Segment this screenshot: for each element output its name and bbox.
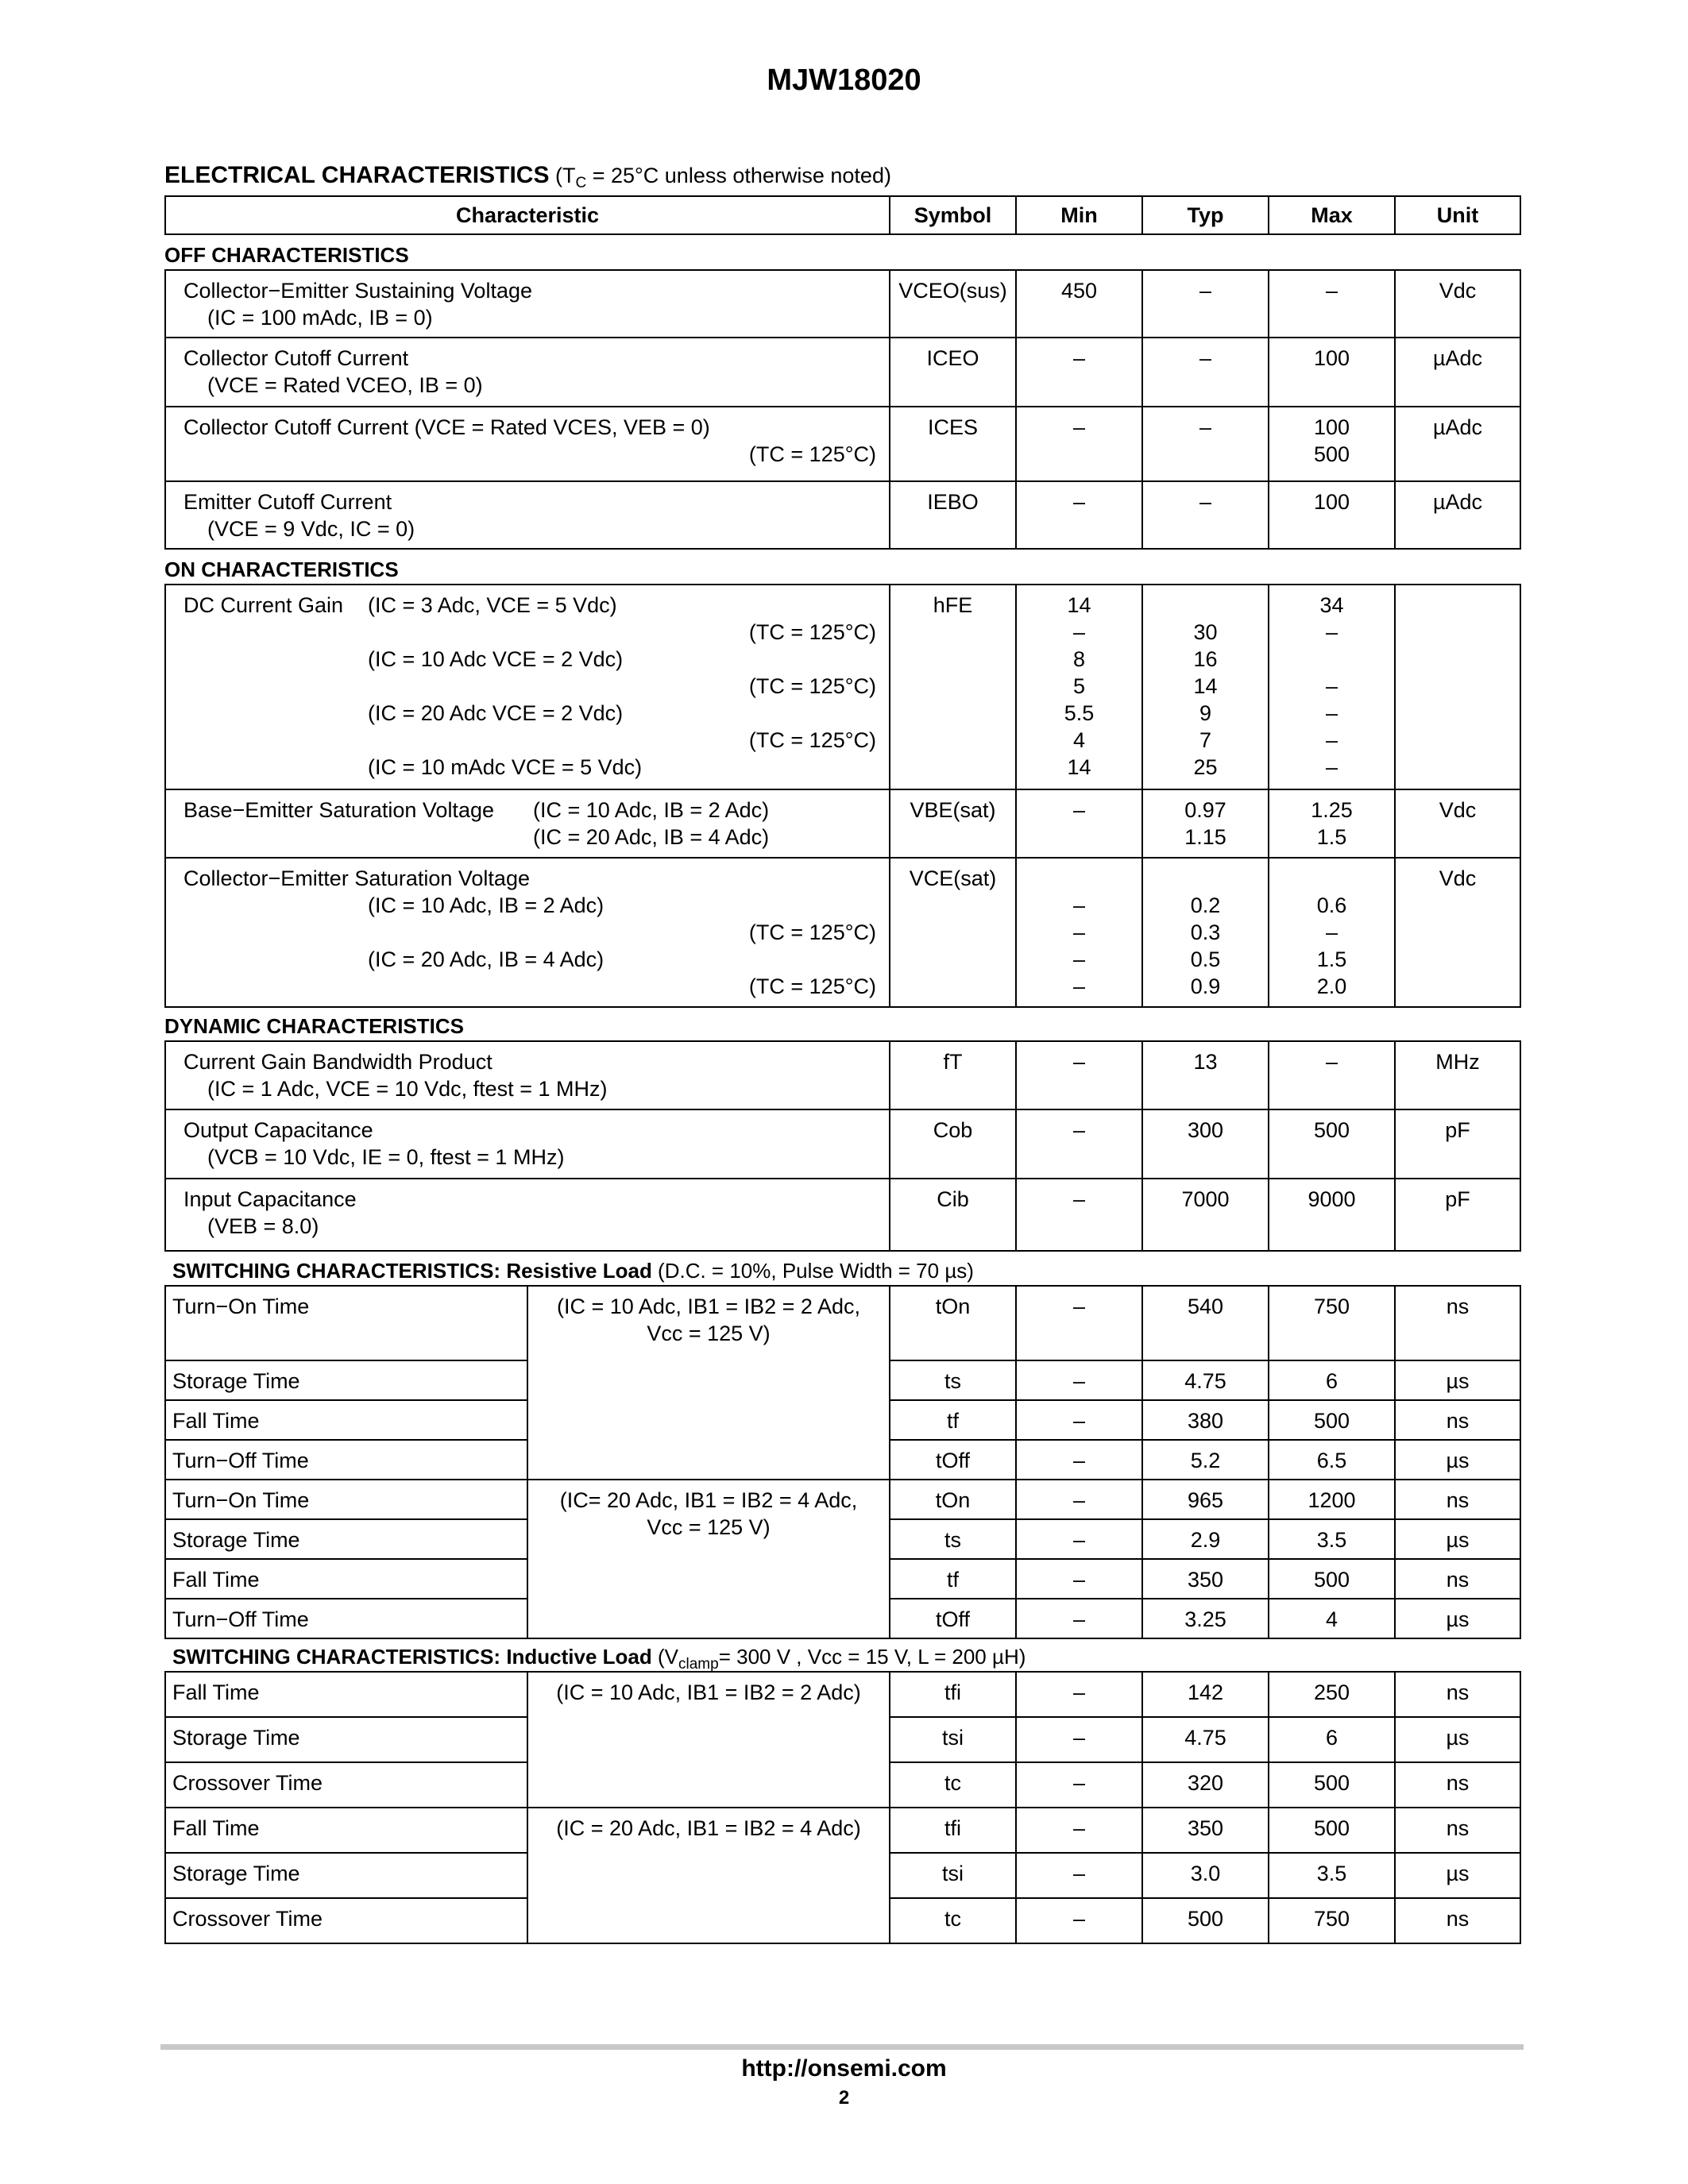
- min-cell: –: [1016, 1808, 1142, 1853]
- unit-cell: pF: [1395, 1179, 1520, 1251]
- min-cell: [1016, 585, 1142, 789]
- typ-value: 0.97: [1184, 798, 1226, 822]
- max-cell: 250: [1269, 1672, 1395, 1717]
- min-cell: –: [1016, 1400, 1142, 1440]
- unit-cell: ns: [1395, 1762, 1520, 1808]
- section-switching-resistive: [172, 1259, 974, 1283]
- test-condition: [527, 1480, 890, 1638]
- switching-resistive-table: [164, 1285, 1521, 1639]
- max-cell: 6: [1269, 1360, 1395, 1400]
- col-min: Min: [1016, 196, 1142, 234]
- unit-cell: µs: [1395, 1519, 1520, 1559]
- min-cell: –: [1016, 1717, 1142, 1762]
- typ-value: 30: [1193, 620, 1218, 644]
- page-title: MJW18020: [767, 64, 921, 97]
- header-row: [165, 196, 1520, 234]
- footer-divider: [160, 2044, 1524, 2050]
- typ-cell: –: [1142, 407, 1269, 481]
- unit-cell: ns: [1395, 1286, 1520, 1360]
- char-label: Storage Time: [165, 1519, 527, 1559]
- max-cell: 500: [1269, 1400, 1395, 1440]
- table-row: [165, 407, 1520, 481]
- symbol-cell: tf: [890, 1400, 1016, 1440]
- symbol-cell: tc: [890, 1898, 1016, 1943]
- unit-cell: [1395, 585, 1520, 789]
- char-label: DC Current Gain: [183, 593, 344, 617]
- typ-cell: 540: [1142, 1286, 1269, 1360]
- unit-cell: Vdc: [1395, 858, 1520, 1007]
- symbol-cell: Cob: [890, 1109, 1016, 1179]
- max-cell: 500: [1269, 1559, 1395, 1599]
- max-value: –: [1325, 728, 1338, 752]
- unit-cell: ns: [1395, 1898, 1520, 1943]
- typ-cell: 350: [1142, 1808, 1269, 1853]
- table-row: [165, 1109, 1520, 1179]
- max-cell: 100: [1269, 481, 1395, 549]
- min-value: 4: [1072, 728, 1086, 752]
- min-cell: –: [1016, 1559, 1142, 1599]
- symbol-cell: tOn: [890, 1286, 1016, 1360]
- max-cell: 1200: [1269, 1480, 1395, 1519]
- dynamic-table: [164, 1040, 1521, 1252]
- char-label: Current Gain Bandwidth Product: [183, 1050, 492, 1074]
- char-cond: (IC = 10 Adc VCE = 2 Vdc): [368, 647, 624, 671]
- char-label: Collector Cutoff Current (VCE = Rated VCES, VEB = 0): [183, 415, 710, 439]
- max-cell: 9000: [1269, 1179, 1395, 1251]
- typ-cell: 7000: [1142, 1179, 1269, 1251]
- min-value: 14: [1067, 593, 1091, 617]
- unit-cell: ns: [1395, 1400, 1520, 1440]
- typ-cell: 300: [1142, 1109, 1269, 1179]
- section-dynamic: DYNAMIC CHARACTERISTICS: [164, 1014, 464, 1038]
- min-cell: –: [1016, 1109, 1142, 1179]
- typ-value: 0.5: [1190, 947, 1221, 971]
- symbol-cell: VBE(sat): [890, 789, 1016, 858]
- char-cond: (TC = 125°C): [748, 442, 876, 466]
- max-cell: [1269, 585, 1395, 789]
- typ-value: 0.3: [1190, 920, 1221, 944]
- min-cell: –: [1016, 1360, 1142, 1400]
- switching-inductive-table: [164, 1671, 1521, 1944]
- max-value: [1269, 646, 1394, 673]
- max-cell: 100: [1269, 338, 1395, 407]
- max-cell: 6: [1269, 1717, 1395, 1762]
- char-cond: (IC = 1 Adc, VCE = 10 Vdc, ftest = 1 MHz): [207, 1077, 608, 1101]
- min-cell: –: [1016, 1599, 1142, 1638]
- col-characteristic: Characteristic: [165, 196, 890, 234]
- char-cond: (VEB = 8.0): [207, 1214, 319, 1238]
- min-value: 8: [1072, 647, 1086, 671]
- max-value: –: [1325, 701, 1338, 725]
- on-table: [164, 584, 1521, 1008]
- table-row: [165, 1672, 1520, 1717]
- symbol-cell: tfi: [890, 1672, 1016, 1717]
- min-value: –: [1072, 893, 1086, 917]
- min-cell: –: [1016, 407, 1142, 481]
- char-label: Input Capacitance: [183, 1187, 357, 1211]
- char-label: Storage Time: [165, 1360, 527, 1400]
- heading-condition-prefix: (T: [549, 164, 576, 187]
- table-row: [165, 789, 1520, 858]
- table-row: [165, 481, 1520, 549]
- heading-title: ELECTRICAL CHARACTERISTICS: [164, 162, 550, 188]
- char-label: Fall Time: [165, 1808, 527, 1853]
- unit-cell: µs: [1395, 1853, 1520, 1898]
- max-cell: 3.5: [1269, 1519, 1395, 1559]
- max-cell: [1269, 789, 1395, 858]
- typ-cell: [1142, 858, 1269, 1007]
- min-value: –: [1072, 620, 1086, 644]
- symbol-cell: hFE: [890, 585, 1016, 789]
- max-cell: 500: [1269, 1808, 1395, 1853]
- typ-value: 9: [1199, 701, 1212, 725]
- page-number: 2: [838, 2087, 850, 2109]
- typ-cell: 320: [1142, 1762, 1269, 1808]
- char-cond: (IC = 3 Adc, VCE = 5 Vdc): [368, 593, 617, 617]
- symbol-cell: tOff: [890, 1599, 1016, 1638]
- unit-cell: µs: [1395, 1599, 1520, 1638]
- symbol-cell: VCE(sat): [890, 858, 1016, 1007]
- table-row: [165, 338, 1520, 407]
- unit-cell: MHz: [1395, 1041, 1520, 1109]
- max-cell: 750: [1269, 1898, 1395, 1943]
- typ-cell: 350: [1142, 1559, 1269, 1599]
- max-cell: 3.5: [1269, 1853, 1395, 1898]
- off-table: [164, 269, 1521, 550]
- typ-value: 14: [1193, 674, 1218, 698]
- symbol-cell: tOff: [890, 1440, 1016, 1480]
- max-value: 1.5: [1316, 947, 1347, 971]
- typ-cell: 380: [1142, 1400, 1269, 1440]
- char-cond: (IC = 20 Adc VCE = 2 Vdc): [368, 701, 624, 725]
- char-cond: (IC = 10 Adc, IB = 2 Adc): [533, 798, 770, 822]
- section-switching-inductive-title: SWITCHING CHARACTERISTICS: Inductive Load: [172, 1645, 652, 1669]
- max-value: –: [1325, 674, 1338, 698]
- char-label: Storage Time: [165, 1853, 527, 1898]
- min-cell: –: [1016, 789, 1142, 858]
- typ-cell: 5.2: [1142, 1440, 1269, 1480]
- min-value: –: [1072, 947, 1086, 971]
- char-label: Collector−Emitter Sustaining Voltage: [183, 279, 532, 303]
- symbol-cell: tc: [890, 1762, 1016, 1808]
- unit-cell: µs: [1395, 1717, 1520, 1762]
- max-value: 34: [1319, 593, 1344, 617]
- unit-cell: ns: [1395, 1808, 1520, 1853]
- unit-cell: pF: [1395, 1109, 1520, 1179]
- test-condition-line: Vcc = 125 V): [647, 1322, 771, 1345]
- typ-cell: 3.25: [1142, 1599, 1269, 1638]
- symbol-cell: ts: [890, 1519, 1016, 1559]
- table-row: [165, 1041, 1520, 1109]
- min-cell: –: [1016, 1179, 1142, 1251]
- symbol-cell: fT: [890, 1041, 1016, 1109]
- min-cell: [1016, 858, 1142, 1007]
- min-value: 5.5: [1064, 701, 1095, 725]
- min-cell: –: [1016, 1041, 1142, 1109]
- min-cell: –: [1016, 481, 1142, 549]
- heading-condition-sub: C: [575, 175, 587, 191]
- section-switching-inductive-cond: = 300 V , Vcc = 15 V, L = 200 µH): [718, 1645, 1026, 1669]
- min-cell: –: [1016, 1762, 1142, 1808]
- typ-cell: –: [1142, 338, 1269, 407]
- typ-cell: 3.0: [1142, 1853, 1269, 1898]
- char-cond: (TC = 125°C): [748, 728, 876, 752]
- typ-value: 1.15: [1184, 825, 1226, 849]
- unit-cell: ns: [1395, 1559, 1520, 1599]
- min-cell: –: [1016, 1672, 1142, 1717]
- symbol-cell: tsi: [890, 1717, 1016, 1762]
- test-condition: [527, 1286, 890, 1480]
- typ-value: 0.2: [1190, 893, 1221, 917]
- char-label: Base−Emitter Saturation Voltage: [183, 798, 494, 822]
- char-cond: (VCB = 10 Vdc, IE = 0, ftest = 1 MHz): [207, 1145, 565, 1169]
- heading-condition-suffix: = 25°C unless otherwise noted): [586, 164, 891, 187]
- char-label: Turn−Off Time: [165, 1599, 527, 1638]
- typ-cell: [1142, 789, 1269, 858]
- section-switching-resistive-title: SWITCHING CHARACTERISTICS: Resistive Load: [172, 1259, 652, 1283]
- section-switching-inductive-cond: (V: [651, 1645, 679, 1669]
- test-condition-line: (IC = 10 Adc, IB1 = IB2 = 2 Adc,: [557, 1295, 860, 1318]
- typ-value: 25: [1193, 755, 1218, 779]
- symbol-cell: tf: [890, 1559, 1016, 1599]
- test-condition: (IC = 10 Adc, IB1 = IB2 = 2 Adc): [527, 1672, 890, 1808]
- min-cell: –: [1016, 1286, 1142, 1360]
- max-cell: 6.5: [1269, 1440, 1395, 1480]
- max-cell: 500: [1269, 1109, 1395, 1179]
- char-cond: (IC = 10 Adc, IB = 2 Adc): [368, 893, 605, 917]
- typ-cell: 142: [1142, 1672, 1269, 1717]
- max-value: 1.25: [1311, 798, 1353, 822]
- unit-cell: µAdc: [1395, 338, 1520, 407]
- char-cond: (IC = 10 mAdc VCE = 5 Vdc): [368, 755, 643, 779]
- char-label: Turn−On Time: [165, 1286, 527, 1360]
- min-value: –: [1072, 974, 1086, 998]
- typ-cell: 4.75: [1142, 1360, 1269, 1400]
- max-cell: –: [1269, 1041, 1395, 1109]
- char-cond: (VCE = 9 Vdc, IC = 0): [207, 517, 415, 541]
- table-row: [165, 270, 1520, 338]
- typ-value: [1143, 592, 1268, 619]
- unit-cell: Vdc: [1395, 270, 1520, 338]
- table-heading: [164, 162, 891, 192]
- max-value: –: [1325, 755, 1338, 779]
- max-value: –: [1325, 920, 1338, 944]
- char-cond: (TC = 125°C): [748, 920, 876, 944]
- col-symbol: Symbol: [890, 196, 1016, 234]
- symbol-cell: Cib: [890, 1179, 1016, 1251]
- min-value: 5: [1072, 674, 1086, 698]
- typ-value: 7: [1199, 728, 1212, 752]
- symbol-cell: ICES: [890, 407, 1016, 481]
- test-condition-line: Vcc = 125 V): [647, 1515, 771, 1539]
- char-label: Storage Time: [165, 1717, 527, 1762]
- symbol-cell: tOn: [890, 1480, 1016, 1519]
- char-cond: (IC = 20 Adc, IB = 4 Adc): [533, 825, 770, 849]
- min-cell: –: [1016, 1898, 1142, 1943]
- section-off: OFF CHARACTERISTICS: [164, 243, 409, 267]
- typ-value: 0.9: [1190, 974, 1221, 998]
- max-value: 1.5: [1316, 825, 1347, 849]
- max-value: 500: [1313, 442, 1350, 466]
- typ-cell: [1142, 585, 1269, 789]
- symbol-cell: ICEO: [890, 338, 1016, 407]
- typ-cell: 13: [1142, 1041, 1269, 1109]
- unit-cell: µs: [1395, 1360, 1520, 1400]
- char-label: Emitter Cutoff Current: [183, 490, 392, 514]
- unit-cell: µs: [1395, 1440, 1520, 1480]
- max-value: 100: [1313, 415, 1350, 439]
- char-label: Fall Time: [165, 1559, 527, 1599]
- min-value: 14: [1067, 755, 1091, 779]
- min-value: –: [1072, 920, 1086, 944]
- unit-cell: Vdc: [1395, 789, 1520, 858]
- char-label: Collector−Emitter Saturation Voltage: [183, 866, 530, 890]
- char-label: Turn−Off Time: [165, 1440, 527, 1480]
- max-cell: 500: [1269, 1762, 1395, 1808]
- test-condition-line: (IC= 20 Adc, IB1 = IB2 = 4 Adc,: [559, 1488, 858, 1512]
- char-label: Crossover Time: [165, 1898, 527, 1943]
- min-cell: –: [1016, 1853, 1142, 1898]
- char-label: Turn−On Time: [165, 1480, 527, 1519]
- typ-cell: –: [1142, 270, 1269, 338]
- section-switching-resistive-cond: (D.C. = 10%, Pulse Width = 70 µs): [651, 1259, 974, 1283]
- typ-cell: 4.75: [1142, 1717, 1269, 1762]
- min-cell: 450: [1016, 270, 1142, 338]
- typ-cell: 500: [1142, 1898, 1269, 1943]
- table-row: [165, 1480, 1520, 1519]
- col-unit: Unit: [1395, 196, 1520, 234]
- test-condition: (IC = 20 Adc, IB1 = IB2 = 4 Adc): [527, 1808, 890, 1943]
- char-cond: (TC = 125°C): [748, 674, 876, 698]
- typ-value: 16: [1193, 647, 1218, 671]
- unit-cell: ns: [1395, 1672, 1520, 1717]
- char-label: Output Capacitance: [183, 1118, 373, 1142]
- table-row: [165, 858, 1520, 1007]
- min-cell: –: [1016, 1440, 1142, 1480]
- table-row: [165, 1179, 1520, 1251]
- char-cond: (IC = 100 mAdc, IB = 0): [207, 306, 433, 330]
- max-cell: 4: [1269, 1599, 1395, 1638]
- table-row: [165, 1286, 1520, 1360]
- max-value: 2.0: [1316, 974, 1347, 998]
- char-cond: (VCE = Rated VCEO, IB = 0): [207, 373, 483, 397]
- col-typ: Typ: [1142, 196, 1269, 234]
- min-cell: –: [1016, 1480, 1142, 1519]
- typ-cell: –: [1142, 481, 1269, 549]
- char-label: Crossover Time: [165, 1762, 527, 1808]
- char-label: Fall Time: [165, 1400, 527, 1440]
- max-cell: [1269, 858, 1395, 1007]
- char-label: Fall Time: [165, 1672, 527, 1717]
- max-value: 0.6: [1316, 893, 1347, 917]
- characteristics-table: [164, 195, 1521, 235]
- max-cell: –: [1269, 270, 1395, 338]
- unit-cell: µAdc: [1395, 407, 1520, 481]
- max-value: –: [1325, 620, 1338, 644]
- typ-cell: 2.9: [1142, 1519, 1269, 1559]
- table-row: [165, 585, 1520, 789]
- char-cond: (TC = 125°C): [748, 974, 876, 998]
- min-cell: –: [1016, 338, 1142, 407]
- typ-cell: 965: [1142, 1480, 1269, 1519]
- char-cond: (TC = 125°C): [748, 620, 876, 644]
- min-cell: –: [1016, 1519, 1142, 1559]
- table-row: [165, 1808, 1520, 1853]
- max-cell: 750: [1269, 1286, 1395, 1360]
- col-max: Max: [1269, 196, 1395, 234]
- unit-cell: µAdc: [1395, 481, 1520, 549]
- footer-url-link[interactable]: http://onsemi.com: [741, 2055, 947, 2082]
- section-on: ON CHARACTERISTICS: [164, 558, 399, 581]
- max-cell: [1269, 407, 1395, 481]
- symbol-cell: tsi: [890, 1853, 1016, 1898]
- symbol-cell: VCEO(sus): [890, 270, 1016, 338]
- section-switching-inductive: [172, 1645, 1026, 1673]
- symbol-cell: ts: [890, 1360, 1016, 1400]
- symbol-cell: IEBO: [890, 481, 1016, 549]
- char-label: Collector Cutoff Current: [183, 346, 409, 370]
- symbol-cell: tfi: [890, 1808, 1016, 1853]
- unit-cell: ns: [1395, 1480, 1520, 1519]
- char-cond: (IC = 20 Adc, IB = 4 Adc): [368, 947, 605, 971]
- section-switching-inductive-sub: clamp: [678, 1656, 719, 1673]
